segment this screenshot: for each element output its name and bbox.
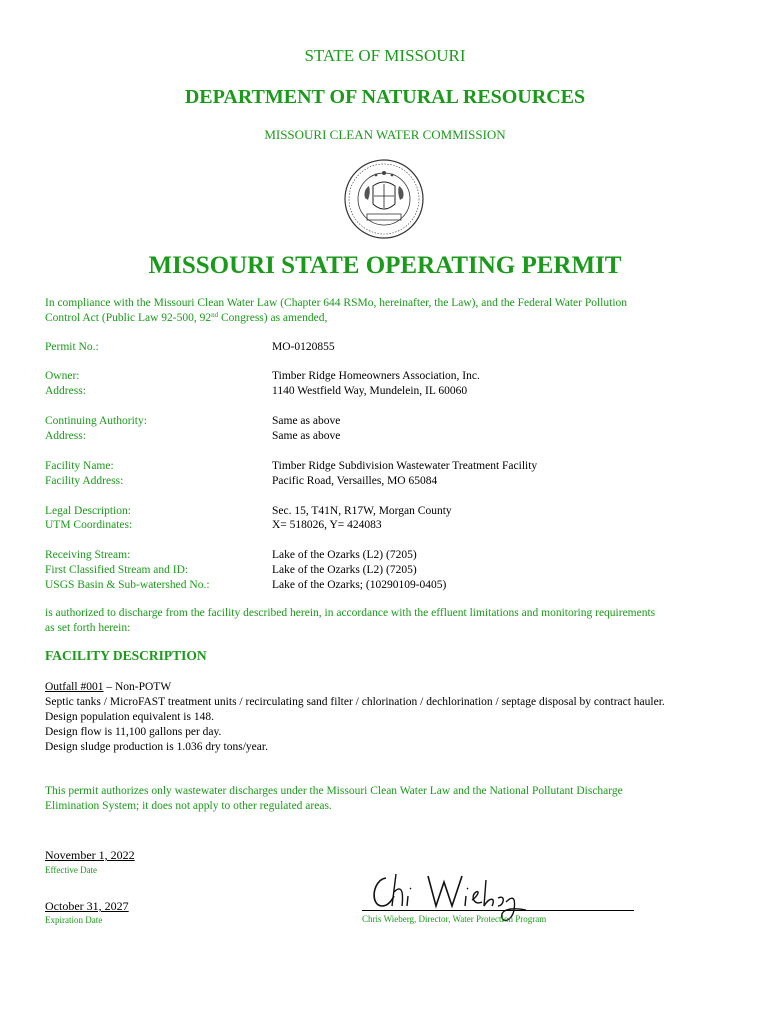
population-line: Design population equivalent is 148. <box>45 711 214 723</box>
permit-no-label: Permit No.: <box>45 341 99 353</box>
outfall-type: – Non-POTW <box>103 681 172 693</box>
owner-value: Timber Ridge Homeowners Association, Inc. <box>272 370 480 382</box>
outfall-id: Outfall #001 <box>45 681 104 693</box>
permit-note-paragraph <box>45 784 735 814</box>
ca-address-value: Same as above <box>272 430 341 442</box>
authorization-line-2: as set forth herein: <box>45 622 131 634</box>
facility-name-value: Timber Ridge Subdivision Wastewater Treatment Facility <box>272 460 538 472</box>
continuing-authority-label: Continuing Authority: <box>45 415 147 427</box>
department-heading: DEPARTMENT OF NATURAL RESOURCES <box>184 86 586 108</box>
receiving-stream-label: Receiving Stream: <box>45 549 131 561</box>
outfall-line <box>45 680 705 695</box>
ca-address-label: Address: <box>45 430 86 442</box>
legal-description-value: Sec. 15, T41N, R17W, Morgan County <box>272 505 452 517</box>
state-heading: STATE OF MISSOURI <box>304 46 466 65</box>
utm-label: UTM Coordinates: <box>45 519 133 531</box>
facility-name-label: Facility Name: <box>45 460 114 472</box>
commission-heading: MISSOURI CLEAN WATER COMMISSION <box>264 127 506 142</box>
authorization-line-1: is authorized to discharge from the facility described herein, in accordance with the effluent limitations and monitoring requirements <box>45 607 656 619</box>
utm-value: X= 518026, Y= 424083 <box>272 519 382 531</box>
legal-description-label: Legal Description: <box>45 505 131 517</box>
owner-address-value: 1140 Westfield Way, Mundelein, IL 60060 <box>272 385 468 397</box>
first-classified-label: First Classified Stream and ID: <box>45 564 189 576</box>
intro-line-1: In compliance with the Missouri Clean Water Law (Chapter 644 RSMo, hereinafter, the Law), and the Federal Water Pollution <box>45 297 628 309</box>
authorization-paragraph <box>45 606 735 636</box>
usgs-value: Lake of the Ozarks; (10290109-0405) <box>272 579 447 591</box>
permit-note-line-2: Elimination System; it does not apply to other regulated areas. <box>45 800 332 812</box>
permit-title: MISSOURI STATE OPERATING PERMIT <box>148 252 622 279</box>
continuing-authority-value: Same as above <box>272 415 341 427</box>
facility-address-label: Facility Address: <box>45 475 124 487</box>
intro-line-2 <box>45 311 735 326</box>
intro-line-2-text: Control Act (Public Law 92-500, 92 <box>45 312 212 324</box>
expiration-date-label: Expiration Date <box>45 915 103 925</box>
owner-label: Owner: <box>45 370 80 382</box>
intro-paragraph <box>45 296 735 326</box>
expiration-date: October 31, 2027 <box>45 899 129 913</box>
receiving-stream-value: Lake of the Ozarks (L2) (7205) <box>272 549 417 561</box>
effective-date-label: Effective Date <box>45 865 98 875</box>
permit-no-value: MO-0120855 <box>272 341 335 353</box>
signer-name: Chris Wieberg, Director, Water Protection Program <box>362 914 547 924</box>
facility-description-body <box>45 680 705 755</box>
facility-description-heading: FACILITY DESCRIPTION <box>45 648 207 663</box>
treatment-line: Septic tanks / MicroFAST treatment units / recirculating sand filter / chlorination / dechlorination / septage disposal by contract hauler. <box>45 696 665 708</box>
sludge-line: Design sludge production is 1.036 dry tons/year. <box>45 741 268 753</box>
usgs-label: USGS Basin & Sub-watershed No.: <box>45 579 210 591</box>
intro-superscript: nd <box>211 311 219 319</box>
facility-address-value: Pacific Road, Versailles, MO 65084 <box>272 475 438 487</box>
flow-line: Design flow is 11,100 gallons per day. <box>45 726 222 738</box>
permit-note-line-1: This permit authorizes only wastewater discharges under the Missouri Clean Water Law and the National Pollutant Discharge <box>45 785 623 797</box>
owner-address-label: Address: <box>45 385 86 397</box>
effective-date: November 1, 2022 <box>45 848 135 862</box>
state-seal-icon <box>343 158 425 240</box>
signature-line <box>362 910 634 911</box>
first-classified-value: Lake of the Ozarks (L2) (7205) <box>272 564 417 576</box>
intro-line-2-end: Congress) as amended, <box>218 312 328 324</box>
